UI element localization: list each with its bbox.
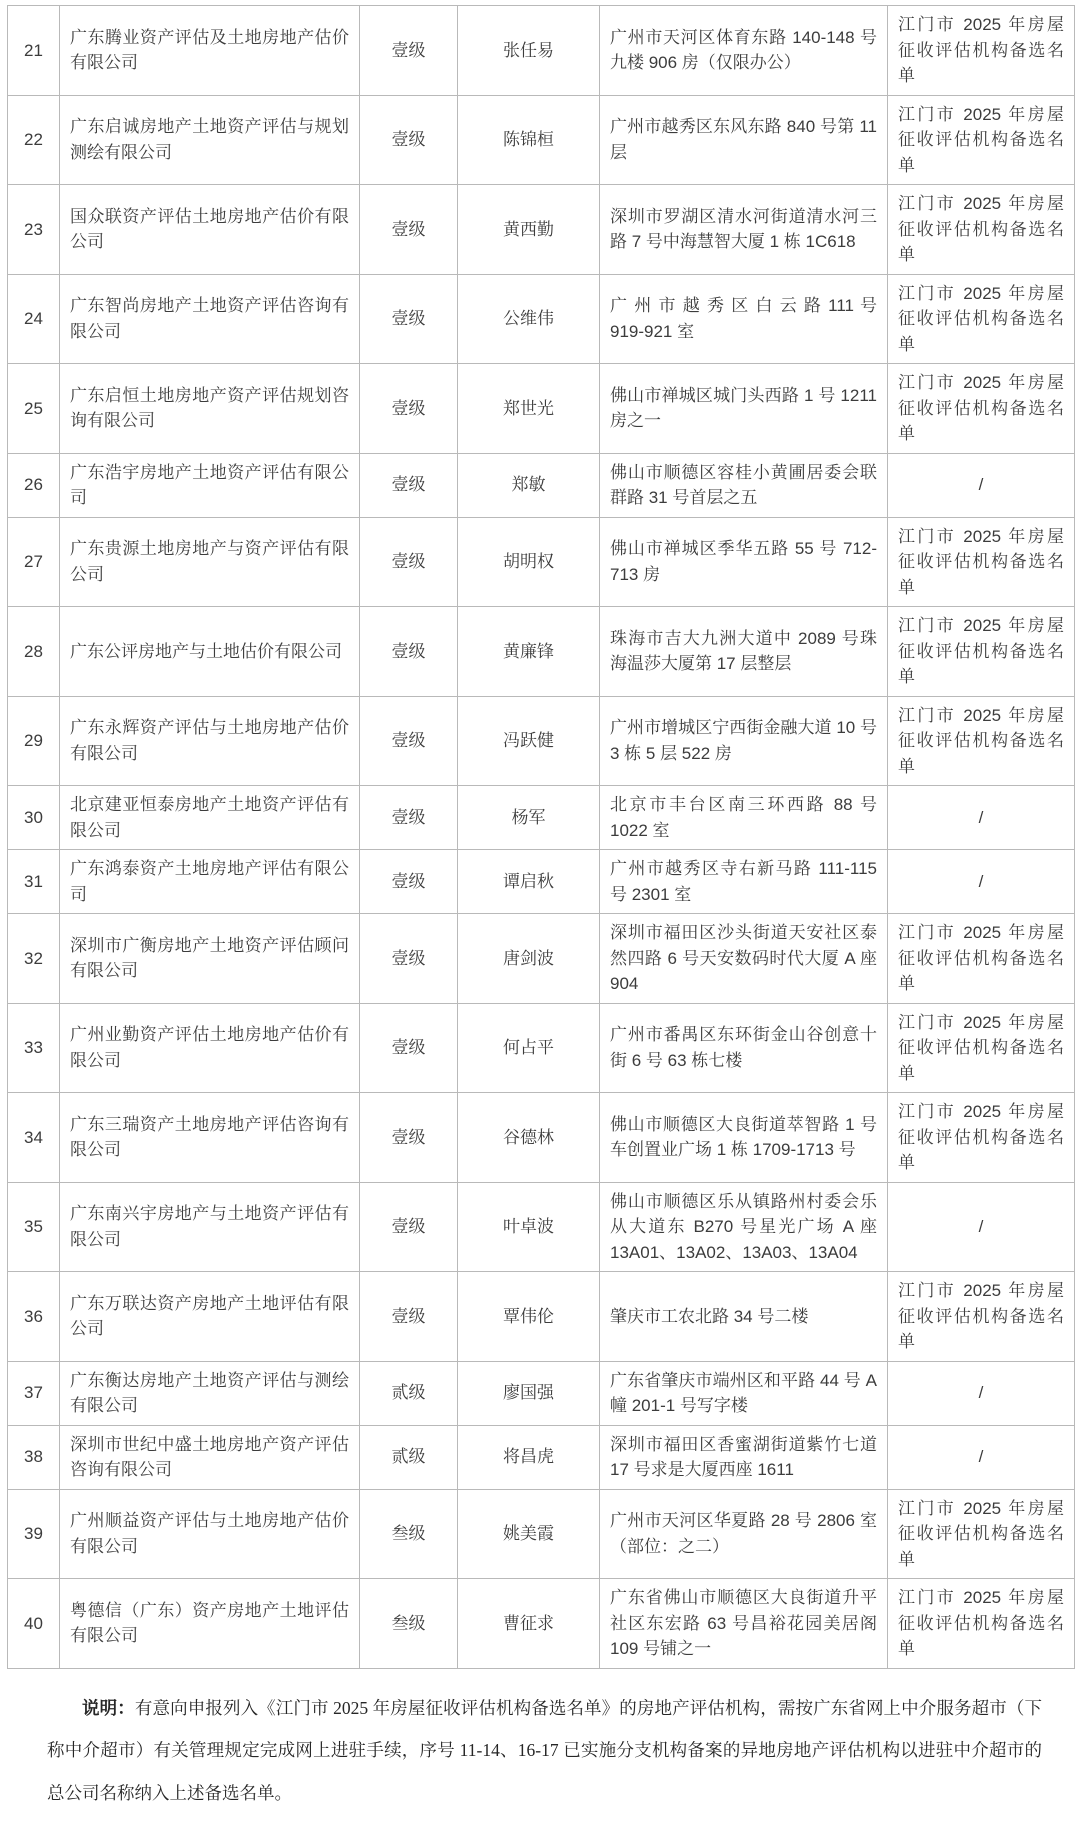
table-row	[8, 1579, 1075, 1669]
level-cell: 叁级	[360, 1489, 458, 1579]
table-row	[8, 185, 1075, 275]
note-text: 有意向申报列入《江门市 2025 年房屋征收评估机构备选名单》的房地产评估机构，需按广东省网上中介服务超市（下称中介超市）有关管理规定完成网上进驻手续，序号 11-14、16-17 已实施分支机构备案的异地房地产评估机构以进驻中介超市的总公司名称纳入上述备选名单。	[47, 1697, 1043, 1804]
level-cell: 壹级	[360, 914, 458, 1004]
person-cell: 郑世光	[458, 364, 600, 454]
remark-cell: 江门市 2025 年房屋征收评估机构备选名单	[888, 364, 1075, 454]
remark-cell: /	[888, 1182, 1075, 1272]
level-cell: 壹级	[360, 453, 458, 517]
company-cell: 深圳市广衡房地产土地资产评估顾问有限公司	[60, 914, 360, 1004]
table-row	[8, 364, 1075, 454]
table-row	[8, 696, 1075, 786]
table-row	[8, 1182, 1075, 1272]
remark-cell: 江门市 2025 年房屋征收评估机构备选名单	[888, 696, 1075, 786]
seq-cell: 34	[8, 1093, 60, 1183]
remark-cell: 江门市 2025 年房屋征收评估机构备选名单	[888, 914, 1075, 1004]
company-cell: 深圳市世纪中盛土地房地产资产评估咨询有限公司	[60, 1425, 360, 1489]
person-cell: 谷德林	[458, 1093, 600, 1183]
person-cell: 谭启秋	[458, 850, 600, 914]
level-cell: 壹级	[360, 517, 458, 607]
person-cell: 公维伟	[458, 274, 600, 364]
person-cell: 杨军	[458, 786, 600, 850]
table-row	[8, 453, 1075, 517]
person-cell: 张任易	[458, 6, 600, 96]
person-cell: 冯跃健	[458, 696, 600, 786]
company-cell: 广东腾业资产评估及土地房地产估价有限公司	[60, 6, 360, 96]
person-cell: 何占平	[458, 1003, 600, 1093]
company-cell: 广东启诚房地产土地资产评估与规划测绘有限公司	[60, 95, 360, 185]
address-cell: 深圳市福田区沙头街道天安社区泰然四路 6 号天安数码时代大厦 A 座 904	[600, 914, 888, 1004]
level-cell: 壹级	[360, 95, 458, 185]
address-cell: 深圳市福田区香蜜湖街道紫竹七道 17 号求是大厦西座 1611	[600, 1425, 888, 1489]
table-row	[8, 6, 1075, 96]
remark-cell: 江门市 2025 年房屋征收评估机构备选名单	[888, 607, 1075, 697]
address-cell: 广州市越秀区寺右新马路 111-115 号 2301 室	[600, 850, 888, 914]
person-cell: 曹征求	[458, 1579, 600, 1669]
address-cell: 佛山市顺德区乐从镇路州村委会乐从大道东 B270 号星光广场 A 座 13A01、13A02、13A03、13A04	[600, 1182, 888, 1272]
table-row	[8, 850, 1075, 914]
level-cell: 壹级	[360, 185, 458, 275]
seq-cell: 29	[8, 696, 60, 786]
remark-cell: 江门市 2025 年房屋征收评估机构备选名单	[888, 95, 1075, 185]
person-cell: 陈锦桓	[458, 95, 600, 185]
table-row	[8, 1272, 1075, 1362]
remark-cell: /	[888, 1425, 1075, 1489]
address-cell: 广 州 市 越 秀 区 白 云 路 111 号 919-921 室	[600, 274, 888, 364]
remark-cell: 江门市 2025 年房屋征收评估机构备选名单	[888, 1579, 1075, 1669]
note-paragraph	[47, 1687, 1042, 1816]
company-cell: 广东衡达房地产土地资产评估与测绘有限公司	[60, 1361, 360, 1425]
remark-cell: 江门市 2025 年房屋征收评估机构备选名单	[888, 1003, 1075, 1093]
company-cell: 广东贵源土地房地产与资产评估有限公司	[60, 517, 360, 607]
level-cell: 壹级	[360, 786, 458, 850]
seq-cell: 36	[8, 1272, 60, 1362]
level-cell: 叁级	[360, 1579, 458, 1669]
appraiser-roster-table-body	[8, 6, 1075, 1669]
remark-cell: 江门市 2025 年房屋征收评估机构备选名单	[888, 185, 1075, 275]
level-cell: 壹级	[360, 696, 458, 786]
level-cell: 壹级	[360, 1182, 458, 1272]
remark-cell: 江门市 2025 年房屋征收评估机构备选名单	[888, 6, 1075, 96]
level-cell: 壹级	[360, 6, 458, 96]
person-cell: 郑敏	[458, 453, 600, 517]
seq-cell: 31	[8, 850, 60, 914]
seq-cell: 33	[8, 1003, 60, 1093]
appraiser-roster-table	[7, 5, 1075, 1669]
seq-cell: 40	[8, 1579, 60, 1669]
note-label: 说明：	[82, 1697, 135, 1718]
address-cell: 广州市天河区华夏路 28 号 2806 室（部位：之二）	[600, 1489, 888, 1579]
seq-cell: 23	[8, 185, 60, 275]
address-cell: 广东省肇庆市端州区和平路 44 号 A 幢 201-1 号写字楼	[600, 1361, 888, 1425]
remark-cell: /	[888, 1361, 1075, 1425]
company-cell: 广东永辉资产评估与土地房地产估价有限公司	[60, 696, 360, 786]
address-cell: 北京市丰台区南三环西路 88 号 1022 室	[600, 786, 888, 850]
seq-cell: 24	[8, 274, 60, 364]
company-cell: 广东南兴宇房地产与土地资产评估有限公司	[60, 1182, 360, 1272]
seq-cell: 37	[8, 1361, 60, 1425]
company-cell: 广东万联达资产房地产土地评估有限公司	[60, 1272, 360, 1362]
address-cell: 佛山市顺德区大良街道萃智路 1 号车创置业广场 1 栋 1709-1713 号	[600, 1093, 888, 1183]
level-cell: 贰级	[360, 1425, 458, 1489]
seq-cell: 25	[8, 364, 60, 454]
table-row	[8, 1361, 1075, 1425]
seq-cell: 28	[8, 607, 60, 697]
level-cell: 壹级	[360, 607, 458, 697]
table-row	[8, 1003, 1075, 1093]
person-cell: 胡明权	[458, 517, 600, 607]
level-cell: 壹级	[360, 364, 458, 454]
table-row	[8, 1489, 1075, 1579]
table-row	[8, 914, 1075, 1004]
remark-cell: /	[888, 850, 1075, 914]
remark-cell: 江门市 2025 年房屋征收评估机构备选名单	[888, 517, 1075, 607]
table-row	[8, 786, 1075, 850]
address-cell: 佛山市顺德区容桂小黄圃居委会联群路 31 号首层之五	[600, 453, 888, 517]
address-cell: 广州市越秀区东风东路 840 号第 11 层	[600, 95, 888, 185]
person-cell: 唐剑波	[458, 914, 600, 1004]
seq-cell: 39	[8, 1489, 60, 1579]
seq-cell: 32	[8, 914, 60, 1004]
company-cell: 广州业勤资产评估土地房地产估价有限公司	[60, 1003, 360, 1093]
address-cell: 佛山市禅城区季华五路 55 号 712-713 房	[600, 517, 888, 607]
company-cell: 北京建亚恒泰房地产土地资产评估有限公司	[60, 786, 360, 850]
company-cell: 广州顺益资产评估与土地房地产估价有限公司	[60, 1489, 360, 1579]
seq-cell: 26	[8, 453, 60, 517]
remark-cell: 江门市 2025 年房屋征收评估机构备选名单	[888, 1272, 1075, 1362]
remark-cell: 江门市 2025 年房屋征收评估机构备选名单	[888, 1489, 1075, 1579]
seq-cell: 35	[8, 1182, 60, 1272]
address-cell: 深圳市罗湖区清水河街道清水河三路 7 号中海慧智大厦 1 栋 1C618	[600, 185, 888, 275]
seq-cell: 30	[8, 786, 60, 850]
address-cell: 肇庆市工农北路 34 号二楼	[600, 1272, 888, 1362]
person-cell: 黄廉锋	[458, 607, 600, 697]
company-cell: 广东浩宇房地产土地资产评估有限公司	[60, 453, 360, 517]
level-cell: 贰级	[360, 1361, 458, 1425]
remark-cell: /	[888, 453, 1075, 517]
seq-cell: 27	[8, 517, 60, 607]
remark-cell: /	[888, 786, 1075, 850]
person-cell: 叶卓波	[458, 1182, 600, 1272]
person-cell: 覃伟伦	[458, 1272, 600, 1362]
address-cell: 佛山市禅城区城门头西路 1 号 1211 房之一	[600, 364, 888, 454]
level-cell: 壹级	[360, 274, 458, 364]
company-cell: 粤德信（广东）资产房地产土地评估有限公司	[60, 1579, 360, 1669]
level-cell: 壹级	[360, 1003, 458, 1093]
address-cell: 广州市天河区体育东路 140-148 号九楼 906 房（仅限办公）	[600, 6, 888, 96]
table-row	[8, 517, 1075, 607]
address-cell: 广州市番禺区东环街金山谷创意十街 6 号 63 栋七楼	[600, 1003, 888, 1093]
level-cell: 壹级	[360, 1272, 458, 1362]
company-cell: 广东启恒土地房地产资产评估规划咨询有限公司	[60, 364, 360, 454]
table-row	[8, 607, 1075, 697]
address-cell: 广东省佛山市顺德区大良街道升平社区东宏路 63 号昌裕花园美居阁 109 号铺之一	[600, 1579, 888, 1669]
person-cell: 黄西勤	[458, 185, 600, 275]
seq-cell: 38	[8, 1425, 60, 1489]
level-cell: 壹级	[360, 1093, 458, 1183]
company-cell: 国众联资产评估土地房地产估价有限公司	[60, 185, 360, 275]
person-cell: 姚美霞	[458, 1489, 600, 1579]
person-cell: 廖国强	[458, 1361, 600, 1425]
remark-cell: 江门市 2025 年房屋征收评估机构备选名单	[888, 1093, 1075, 1183]
address-cell: 广州市增城区宁西街金融大道 10 号 3 栋 5 层 522 房	[600, 696, 888, 786]
company-cell: 广东鸿泰资产土地房地产评估有限公司	[60, 850, 360, 914]
table-row	[8, 274, 1075, 364]
company-cell: 广东三瑞资产土地房地产评估咨询有限公司	[60, 1093, 360, 1183]
seq-cell: 21	[8, 6, 60, 96]
table-row	[8, 1425, 1075, 1489]
table-row	[8, 95, 1075, 185]
address-cell: 珠海市吉大九洲大道中 2089 号珠海温莎大厦第 17 层整层	[600, 607, 888, 697]
level-cell: 壹级	[360, 850, 458, 914]
person-cell: 将昌虎	[458, 1425, 600, 1489]
company-cell: 广东智尚房地产土地资产评估咨询有限公司	[60, 274, 360, 364]
remark-cell: 江门市 2025 年房屋征收评估机构备选名单	[888, 274, 1075, 364]
company-cell: 广东公评房地产与土地估价有限公司	[60, 607, 360, 697]
table-row	[8, 1093, 1075, 1183]
seq-cell: 22	[8, 95, 60, 185]
